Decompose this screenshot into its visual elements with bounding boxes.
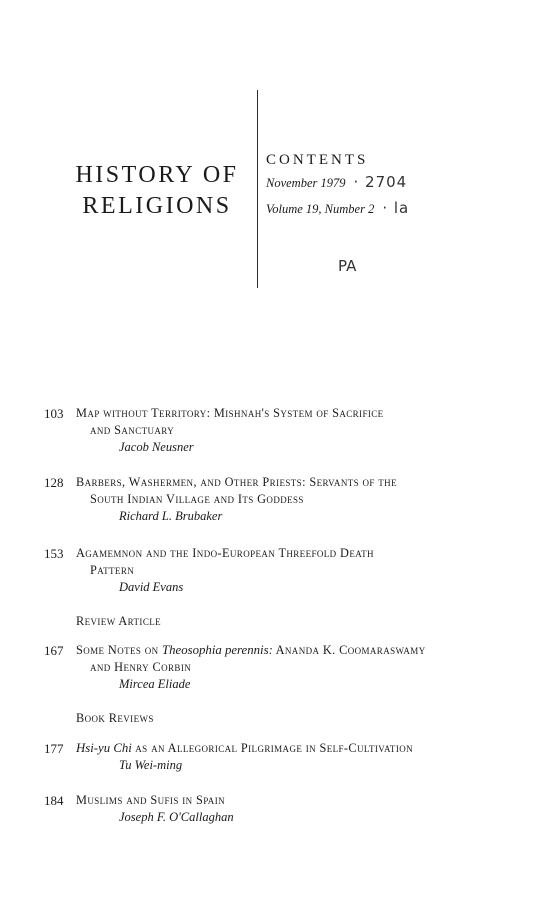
- handwritten-call-number: · 2704: [353, 173, 408, 191]
- article-title-line2: and Sanctuary: [90, 423, 175, 437]
- article-title-italic: Theosophia perennis:: [162, 643, 273, 657]
- article-title-line2: and Henry Corbin: [90, 660, 192, 674]
- review-title-line1: Muslims and Sufis in Spain: [76, 793, 225, 807]
- article-title-line2: Pattern: [90, 563, 135, 577]
- page-number: 128: [44, 475, 64, 490]
- vertical-rule: [257, 90, 258, 288]
- section-heading-book-reviews: Book Reviews: [76, 711, 154, 725]
- review-title-italic: Hsi-yu Chi: [76, 741, 132, 755]
- handwritten-annotation: · la: [382, 199, 410, 217]
- handwritten-mark: PA: [338, 257, 357, 275]
- article-author: Mircea Eliade: [119, 677, 191, 691]
- page-number: 153: [44, 546, 64, 561]
- issue-date: November 1979: [266, 176, 346, 190]
- article-title-line1: Agamemnon and the Indo-European Threefold Death: [76, 546, 374, 560]
- article-title[interactable]: [76, 474, 518, 508]
- journal-title-line2: RELIGIONS: [82, 193, 232, 219]
- page-number: 103: [44, 406, 64, 421]
- page-number: 177: [44, 741, 64, 756]
- article-author: Richard L. Brubaker: [119, 509, 223, 523]
- section-heading-review-article: Review Article: [76, 614, 162, 628]
- article-title[interactable]: [76, 642, 518, 676]
- issue-volume: Volume 19, Number 2: [266, 202, 375, 216]
- article-author: David Evans: [119, 580, 184, 594]
- article-title-pre: Some Notes on: [76, 643, 163, 657]
- contents-heading: CONTENTS: [266, 152, 369, 168]
- article-title-line1: Map without Territory: Mishnah's System of Sacrifice: [76, 406, 384, 420]
- page-number: 184: [44, 793, 64, 808]
- article-title[interactable]: [76, 545, 518, 579]
- journal-title-line1: HISTORY OF: [75, 162, 239, 188]
- article-title[interactable]: [76, 405, 518, 439]
- review-author: Joseph F. O'Callaghan: [119, 810, 234, 824]
- contents-block: [266, 150, 526, 222]
- review-title[interactable]: [76, 792, 518, 809]
- review-title[interactable]: [76, 740, 518, 757]
- article-title-line1: Barbers, Washermen, and Other Priests: Servants of the: [76, 475, 397, 489]
- page-number: 167: [44, 643, 64, 658]
- issue-date-line: [266, 170, 526, 196]
- review-title-rest: as an Allegorical Pilgrimage in Self-Cultivation: [131, 741, 414, 755]
- issue-volume-line: [266, 196, 526, 222]
- article-title-line2: South Indian Village and Its Goddess: [90, 492, 304, 506]
- article-title-post: Ananda K. Coomaraswamy: [272, 643, 426, 657]
- journal-title: [62, 160, 252, 222]
- article-author: Jacob Neusner: [119, 440, 194, 454]
- review-author: Tu Wei-ming: [119, 758, 183, 772]
